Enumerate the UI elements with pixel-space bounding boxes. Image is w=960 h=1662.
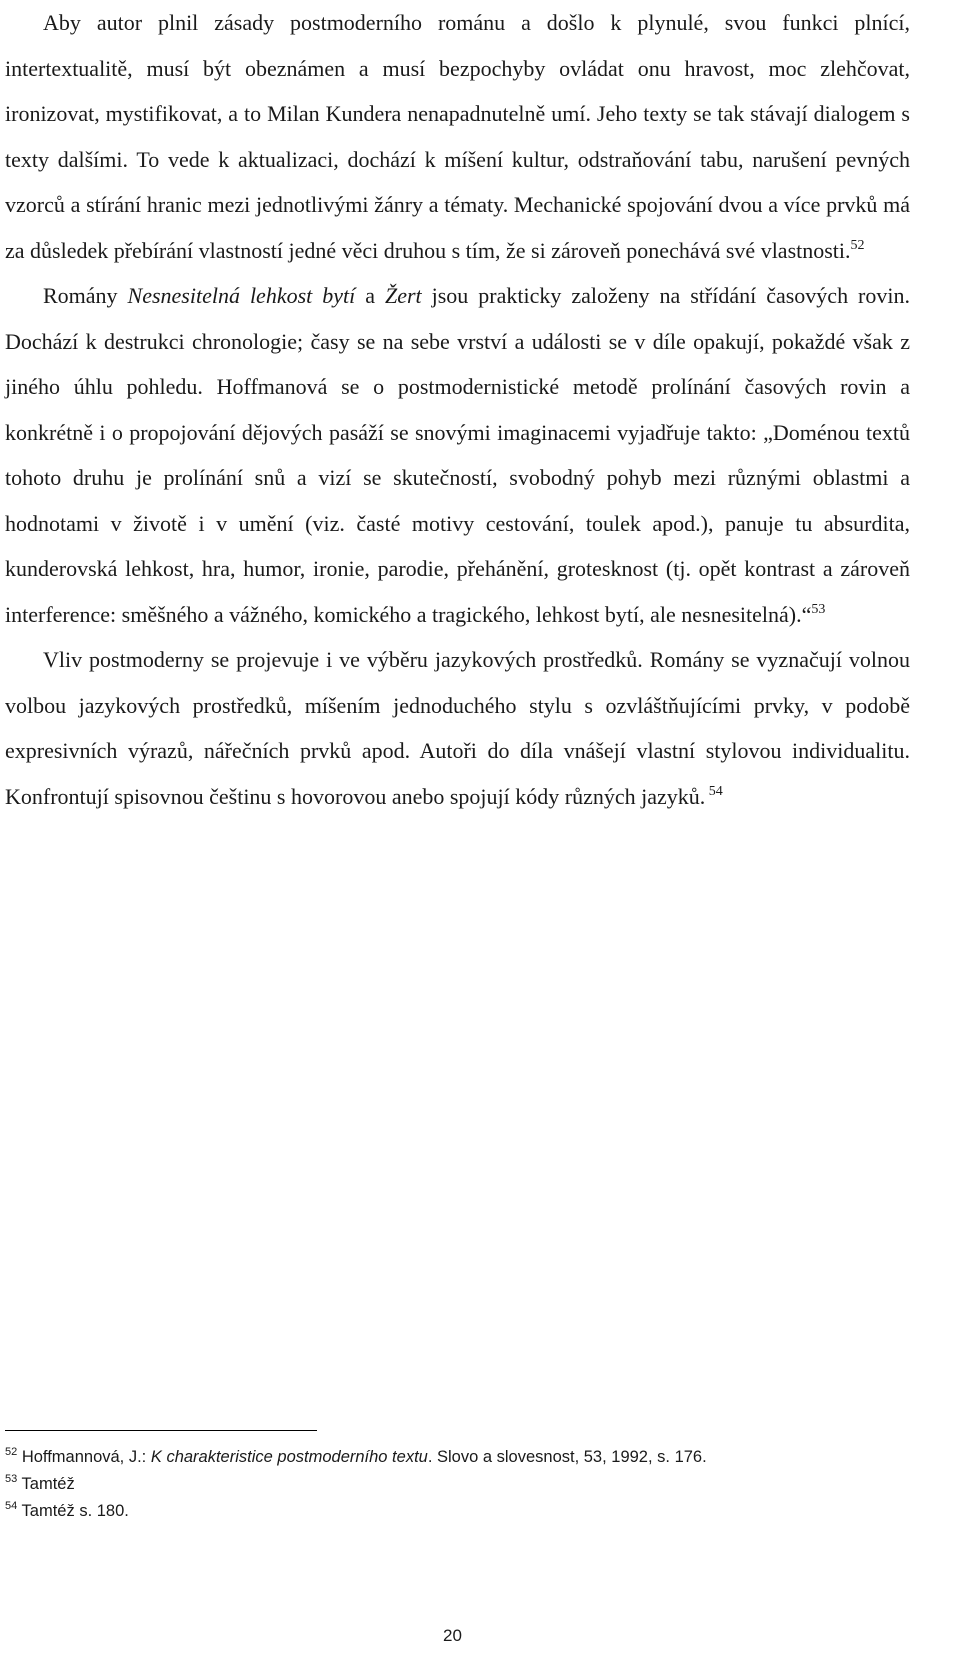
paragraph-text: a (355, 283, 385, 308)
paragraph-2 (5, 273, 910, 637)
footnote-ref-53[interactable]: 53 (811, 601, 826, 617)
page-number: 20 (443, 1626, 462, 1645)
footnote-number: 53 (5, 1473, 18, 1485)
footnote-text: Tamtéž (21, 1475, 75, 1493)
footnote-ref-52[interactable]: 52 (850, 237, 865, 253)
book-title-zert: Žert (384, 283, 422, 308)
footnote-text: Hoffmannová, J.: (21, 1448, 151, 1466)
footnote-title: K charakteristice postmoderního textu (150, 1448, 428, 1466)
paragraph-text: Aby autor plnil zásady postmoderního románu a došlo k plynulé, svou funkci plnící, intertextualitě, musí být obeznámen a musí bezpochyby ovládat onu hravost, moc zlehčovat, ironizovat, mystifikovat, a to Milan Kundera nenapadnutelně umí. Jeho texty se tak stávají dialogem s texty dalšími. To vede k aktualizaci, dochází k míšení kultur, odstraňování tabu, narušení pevných vzorců a stírání hranic mezi jednotlivými žánry a tématy. Mechanické spojování dvou a více prvků má za důsledek přebírání vlastností jedné věci druhou s tím, že si zároveň ponechává své vlastnosti. (5, 10, 910, 263)
footnote-number: 52 (5, 1446, 18, 1458)
footnote-ref-54[interactable]: 54 (705, 783, 723, 799)
footnote-number: 54 (5, 1500, 18, 1512)
paragraph-text: jsou prakticky založeny na střídání časových rovin. Dochází k destrukci chronologie; časy se na sebe vrství a události se v díle opakují, pokaždé však z jiného úhlu pohledu. Hoffmanová se o postmodernistické metodě prolínání časových rovin a konkrétně i o propojování dějových pasáží se snovými imaginacemi vyjadřuje takto: „Doménou textů tohoto druhu je prolínání snů a vizí se skutečností, svobodný pohyb mezi různými oblastmi a hodnotami v životě i v umění (viz. časté motivy cestování, toulek apod.), panuje tu absurdita, kunderovská lehkost, hra, humor, ironie, parodie, přehánění, grotesknost (tj. opět kontrast a zároveň interference: směšného a vážného, komického a tragického, lehkost bytí, ale nesnesitelná).“ (5, 283, 910, 627)
paragraph-text: Vliv postmoderny se projevuje i ve výběru jazykových prostředků. Romány se vyznačují volnou volbou jazykových prostředků, míšením jednoduchého stylu s ozvláštňujícími prvky, v podobě expresivních výrazů, nářečních prvků apod. Autoři do díla vnášejí vlastní stylovou individualitu. Konfrontují spisovnou češtinu s hovorovou anebo spojují kódy různých jazyků. (5, 647, 910, 809)
footnotes (5, 1444, 910, 1525)
footnote-52 (5, 1444, 910, 1471)
book-title-nesnesitelna-lehkost-byti: Nesnesitelná lehkost bytí (127, 283, 356, 308)
footnote-text: Tamtéž s. 180. (21, 1502, 129, 1520)
footnote-53 (5, 1471, 910, 1498)
footnote-54 (5, 1498, 910, 1525)
paragraph-3 (5, 637, 910, 819)
paragraph-text: Romány (43, 283, 128, 308)
paragraph-1 (5, 0, 910, 273)
footnote-separator (5, 1430, 317, 1431)
footnote-text: . Slovo a slovesnost, 53, 1992, s. 176. (427, 1448, 707, 1466)
body-text (5, 0, 910, 819)
